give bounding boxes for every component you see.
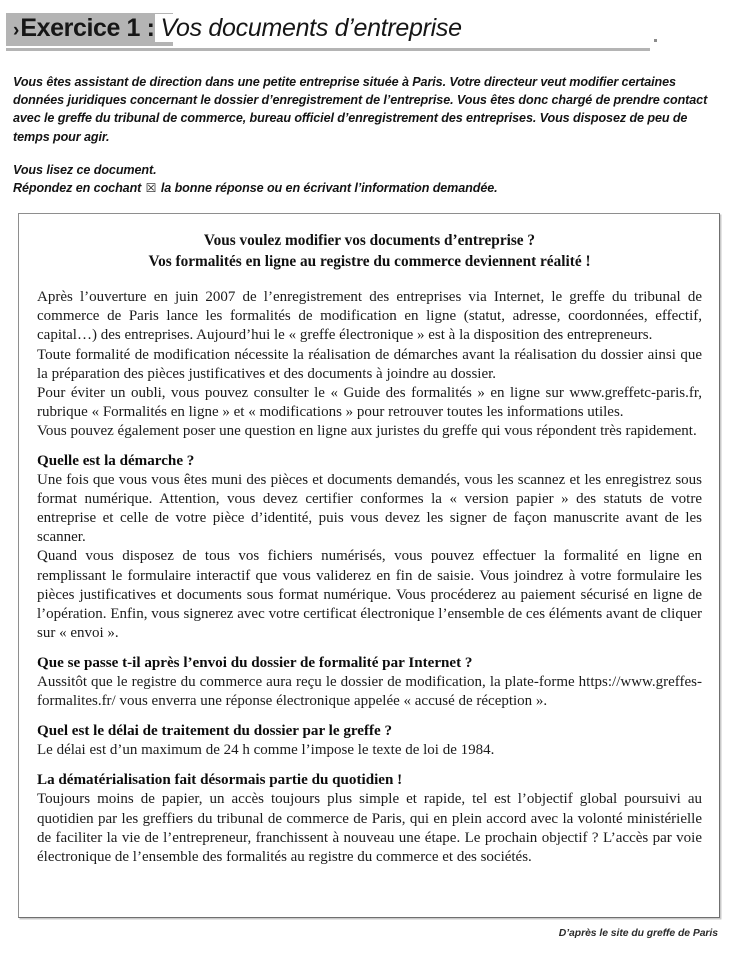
instruction-read-line: Vous lisez ce document. xyxy=(13,162,157,177)
document-paragraph: Vous pouvez également poser une question en ligne aux juristes du greffe qui vous répondent très rapidement. xyxy=(37,422,697,439)
instruction-answer-suffix: la bonne réponse ou en écrivant l’information demandée. xyxy=(157,181,498,196)
document-paragraph: Toujours moins de papier, un accès toujours plus simple et rapide, tel est l’objectif global poursuivi au quotidien par les greffiers du tribunal de commerce de Paris, qui en plein accord avec la volonté ministérielle de faciliter la vie de l’entrepreneur, franchissent à nouveau une étape. Le prochain objectif ? L’accès par voie électronique de l’ensemble des formalités au registre du commerce et des sociétés. xyxy=(37,791,702,865)
document-title xyxy=(37,230,702,272)
exercise-header xyxy=(0,11,736,57)
exercise-header-tick-mark xyxy=(654,39,657,42)
document-panel xyxy=(18,213,720,918)
exercise-number-label: Exercice 1 : xyxy=(20,14,155,42)
document-paragraph: Le délai est d’un maximum de 24 h comme l’impose le texte de loi de 1984. xyxy=(37,742,495,759)
exercise-header-text xyxy=(13,11,462,49)
document-paragraph: Aussitôt que le registre du commerce aura reçu le dossier de modification, la plate-forme https://www.greffes-formalites.fr/ vous enverra une réponse électronique appelée « accusé de réception ». xyxy=(37,674,702,710)
document-paragraph: Toute formalité de modification nécessite la réalisation de démarches avant la réalisation du dossier ainsi que la préparation des pièces justificatives et des documents à joindre au dossier. xyxy=(37,346,702,382)
instruction-answer-line xyxy=(13,179,723,197)
intro-instructions xyxy=(13,161,723,197)
document-paragraph: Quand vous disposez de tous vos fichiers numérisés, vous pouvez effectuer la formalité en ligne en remplissant le formulaire interactif que vous validerez en fin de saisie. Vous joindrez à votre formulaire les pièces justificatives et documents sous format numérique. Vous procéderez au paiement sécurisé en ligne de l’opération. Enfin, vous signerez avec votre certificat électronique l’ensemble de ces éléments avant de cliquer sur « envoi ». xyxy=(37,548,702,641)
document-section-heading: Quelle est la démarche ? xyxy=(37,452,195,469)
document-title-line-1: Vous voulez modifier vos documents d’entreprise ? xyxy=(203,232,536,250)
source-credit: D’après le site du greffe de Paris xyxy=(558,928,718,940)
document-title-line-2: Vos formalités en ligne au registre du commerce deviennent réalité ! xyxy=(148,253,591,271)
document-section-heading: Quel est le délai de traitement du dossier par le greffe ? xyxy=(37,723,393,740)
document-body xyxy=(37,288,702,867)
document-paragraph: Une fois que vous vous êtes muni des pièces et documents demandés, vous les scannez et les enregistrez sous format numérique. Attention, vous devez certifier conformes la « version papier » des statuts de votre entreprise et celle de votre pièce d’identité, puis vous devez les signer de façon manuscrite avant de les scanner. xyxy=(37,472,702,546)
checked-ballot-box-icon: ☒ xyxy=(145,181,157,196)
document-section-heading: La dématérialisation fait désormais partie du quotidien ! xyxy=(37,772,403,789)
instruction-answer-prefix: Répondez en cochant xyxy=(13,181,145,196)
intro-scenario-paragraph: Vous êtes assistant de direction dans une petite entreprise située à Paris. Votre directeur veut modifier certaines données juridiques concernant le dossier d’enregistrement de l’entreprise. Vous êtes donc chargé de prendre contact avec le greffe du tribunal de commerce, bureau officiel d’enregistrement des entreprises. Vous disposez de peu de temps pour agir. xyxy=(13,75,708,144)
document-paragraph: Pour éviter un oubli, vous pouvez consulter le « Guide des formalités » en ligne sur www.greffetc-paris.fr, rubrique « Formalités en ligne » et « modifications » pour retrouver toutes les informations utiles. xyxy=(37,384,702,420)
document-section-heading: Que se passe t-il après l’envoi du dossier de formalité par Internet ? xyxy=(37,654,473,671)
chevron-right-icon: › xyxy=(13,20,19,41)
page-title: Vos documents d’entreprise xyxy=(155,14,462,42)
document-paragraph: Après l’ouverture en juin 2007 de l’enregistrement des entreprises via Internet, le greffe du tribunal de commerce de Paris lance les formalités de modification en ligne (statut, adresse, coordonnées, effectif, capital…) des entreprises. Aujourd’hui le « greffe électronique » est à la disposition des entrepreneurs. xyxy=(37,289,702,344)
